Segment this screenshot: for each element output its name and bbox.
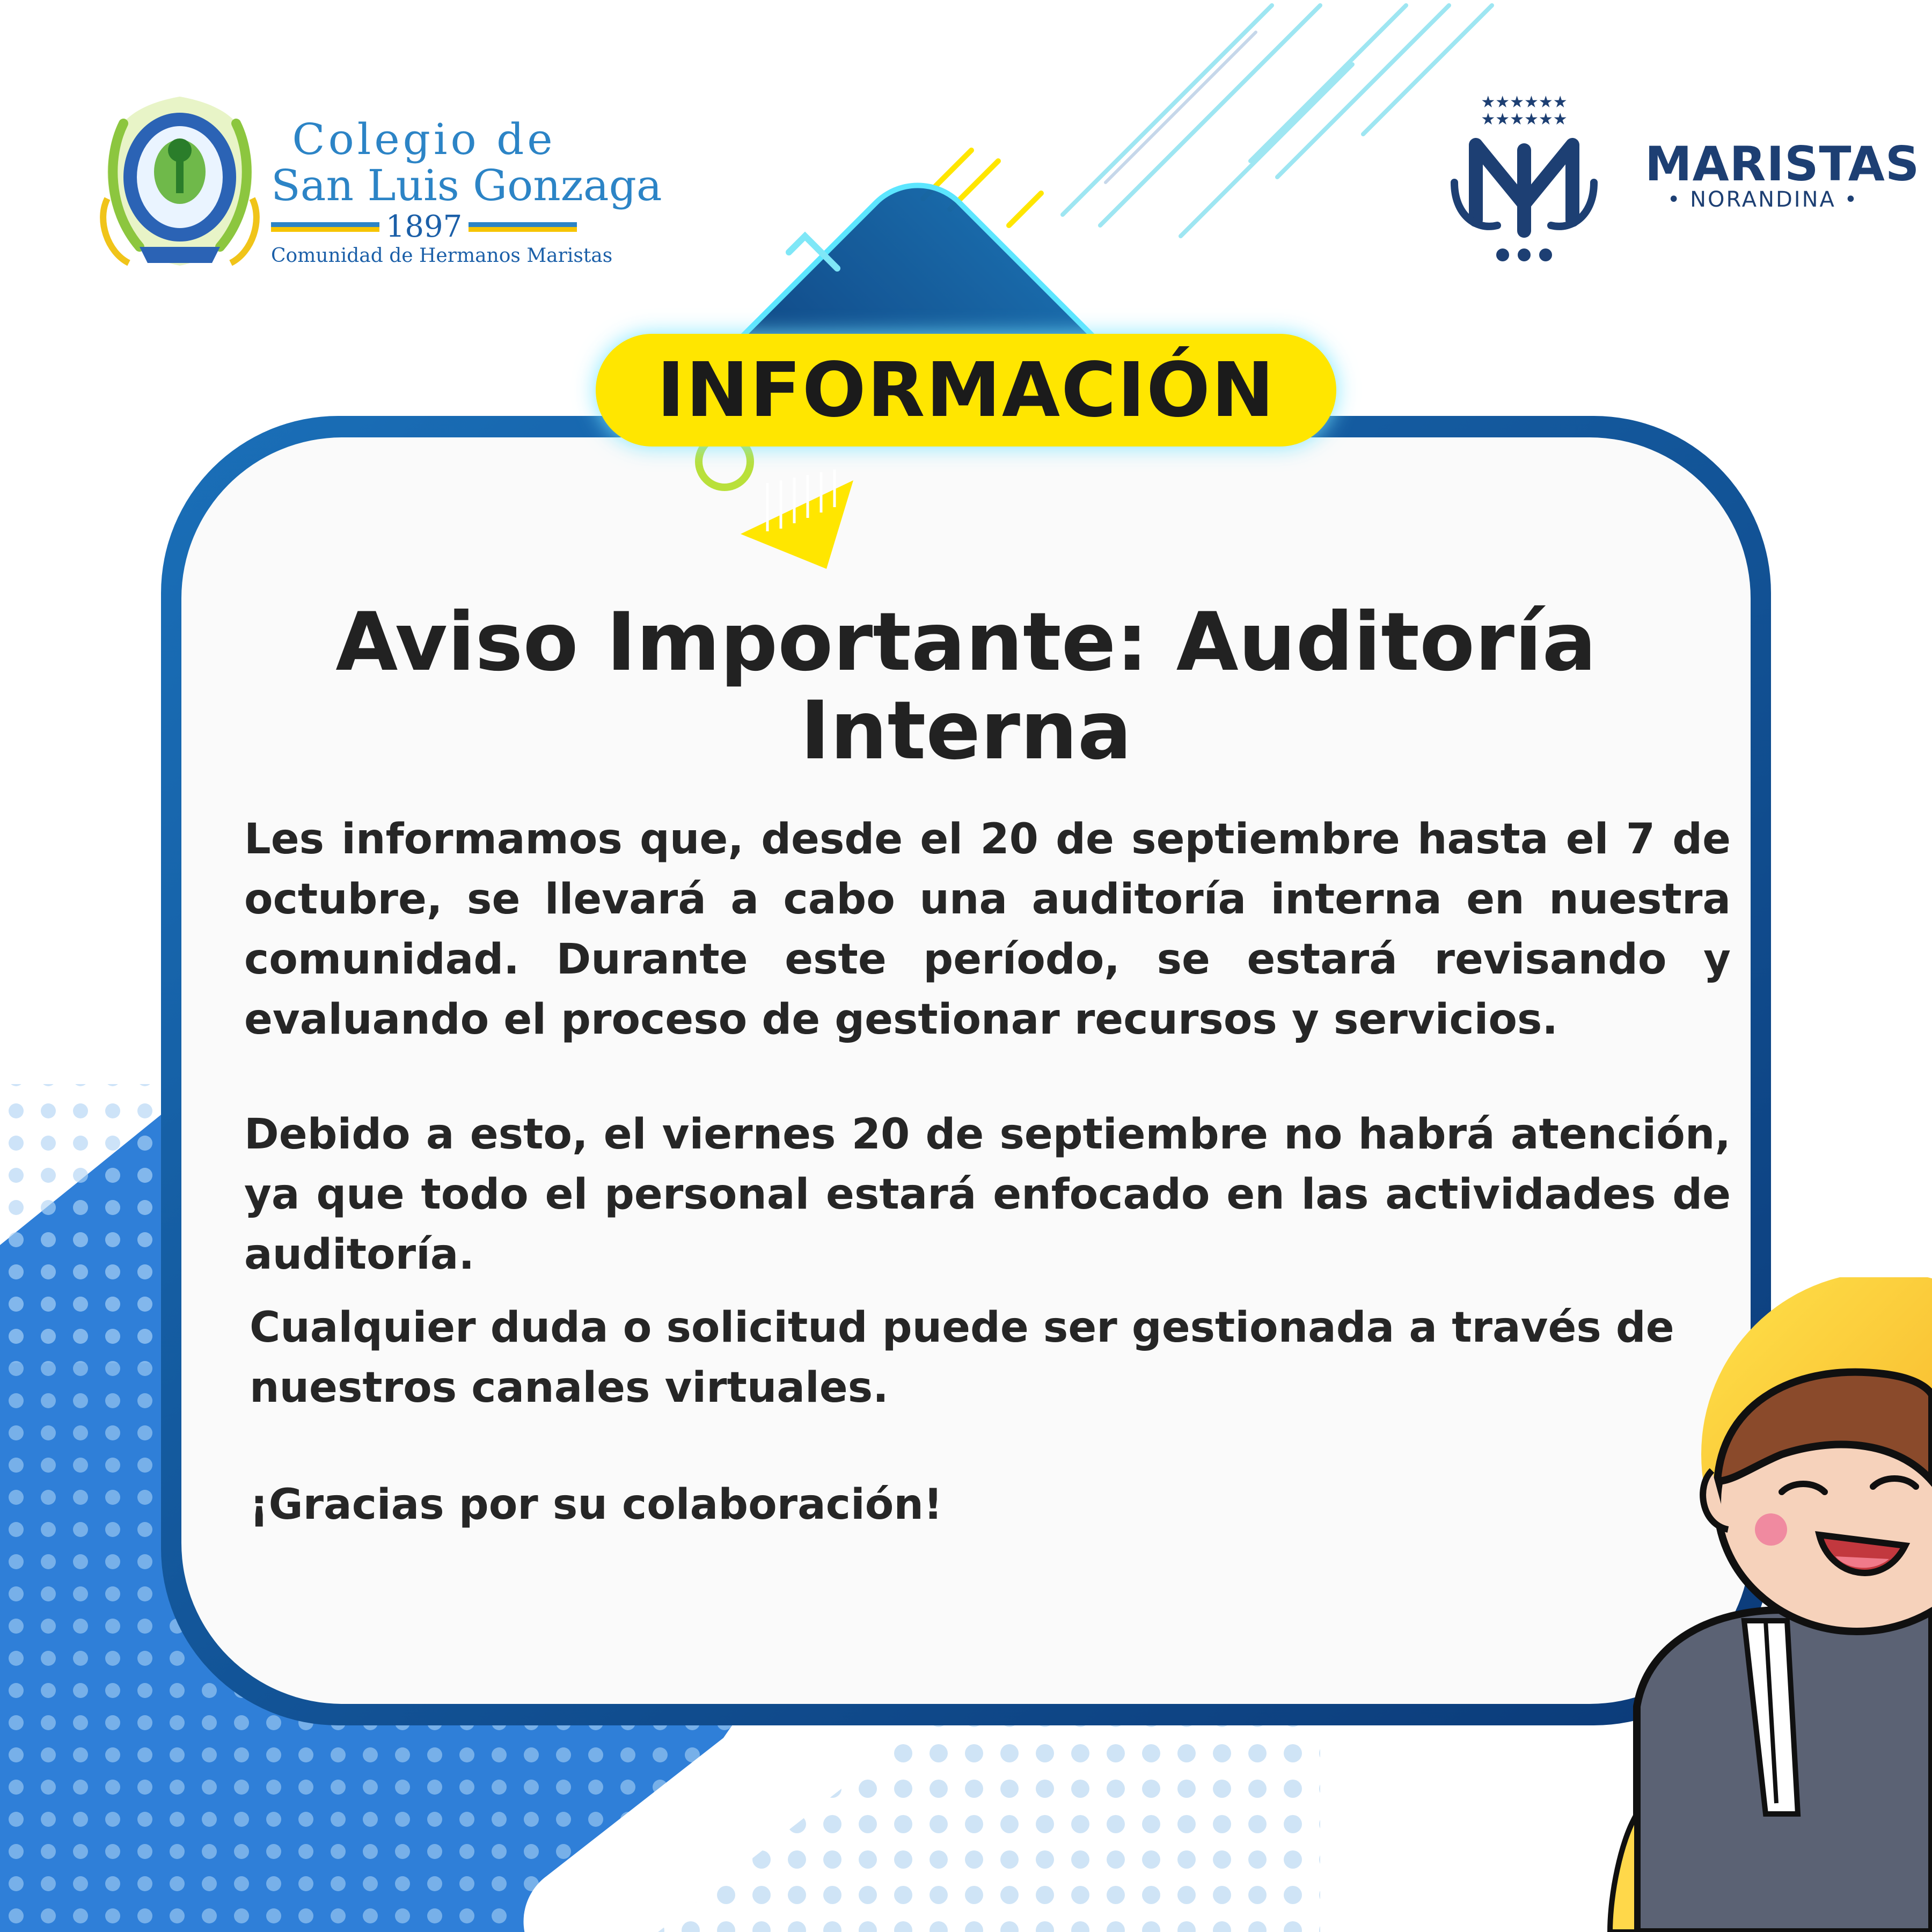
school-community: Comunidad de Hermanos Maristas — [271, 245, 613, 267]
year-stripe-right — [469, 222, 577, 232]
information-banner-label: INFORMACIÓN — [656, 346, 1276, 434]
maristas-name: MARISTAS — [1645, 136, 1920, 192]
marian-monogram-icon — [1444, 86, 1605, 268]
maristas-subtitle: • NORANDINA • — [1667, 187, 1859, 212]
notice-closing: ¡Gracias por su colaboración! — [250, 1481, 943, 1529]
school-year: 1897 — [385, 209, 463, 244]
notice-paragraph-1: Les informamos que, desde el 20 de septiembre hasta el 7 de octubre, se llevará a cabo una auditoría interna en nuestra comunidad. Durante este período, se estará revisando y evaluando el proceso de gestionar recursos y servicios. — [244, 815, 1731, 1044]
school-year-row — [271, 210, 577, 244]
school-name-line2: San Luis Gonzaga — [271, 160, 662, 210]
information-banner — [596, 334, 1336, 447]
school-name-logo — [271, 114, 662, 268]
school-name-line1: Colegio de — [292, 114, 556, 164]
year-stripe-left — [271, 222, 379, 232]
notice-title: Aviso Importante: Auditoría Interna — [335, 596, 1597, 778]
svg-text:★★★★★★: ★★★★★★ — [1481, 110, 1568, 129]
svg-text:★★★★★★: ★★★★★★ — [1481, 93, 1568, 112]
mascot-character-icon — [1605, 1277, 1932, 1932]
notice-paragraph-2: Debido a esto, el viernes 20 de septiembre no habrá atención, ya que todo el personal estará enfocado en las actividades de auditoría. — [244, 1110, 1731, 1279]
school-crest-icon — [91, 91, 268, 268]
notice-paragraph-3: Cualquier duda o solicitud puede ser gestionada a través de nuestros canales virtuales. — [250, 1304, 1674, 1412]
